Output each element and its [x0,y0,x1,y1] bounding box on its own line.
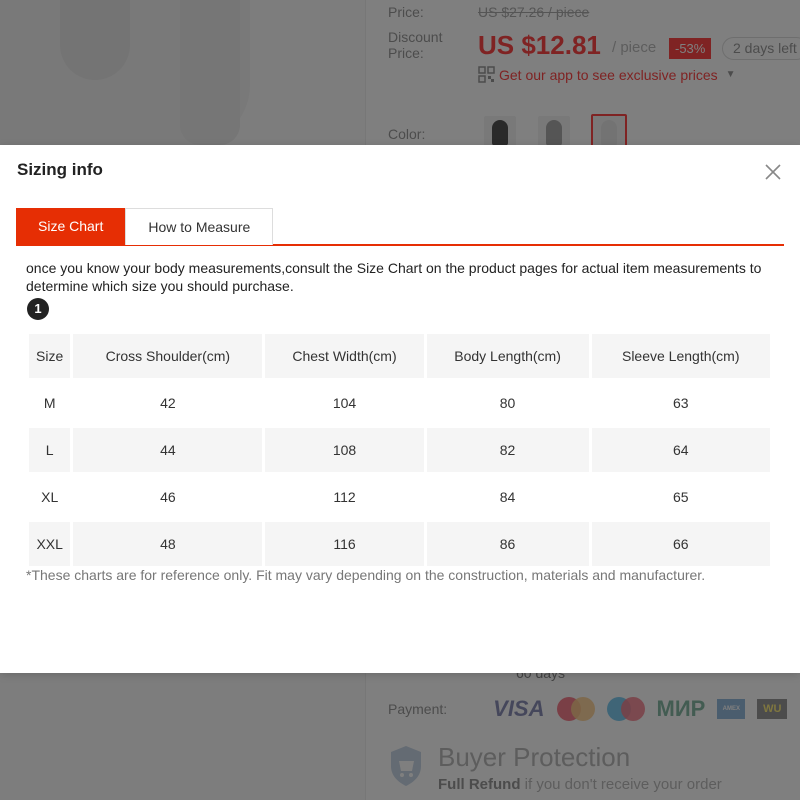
table-cell: 82 [427,428,589,472]
table-cell: 63 [592,381,771,425]
table-cell: 44 [73,428,262,472]
table-cell: 46 [73,475,262,519]
intro-text: once you know your body measurements,consult the Size Chart on the product pages for actual item measurements to determine which size you should purchase. [26,260,762,294]
table-header-row [29,334,770,378]
header-body-length: Body Length(cm) [427,334,589,378]
header-sleeve-length: Sleeve Length(cm) [592,334,771,378]
dialog-title: Sizing info [17,160,103,179]
table-cell: 86 [427,522,589,566]
table-cell: 48 [73,522,262,566]
step-number-badge: 1 [27,298,49,320]
sizing-info-dialog [0,145,800,673]
tab-how-to-measure[interactable]: How to Measure [125,208,273,245]
table-cell: M [29,381,70,425]
reference-footnote: *These charts are for reference only. Fit may vary depending on the construction, materials and manufacturer. [26,567,706,583]
table-row [29,428,770,472]
sizing-tabs [16,208,784,246]
table-cell: 116 [265,522,423,566]
table-cell: XL [29,475,70,519]
table-cell: 66 [592,522,771,566]
table-cell: XXL [29,522,70,566]
table-cell: L [29,428,70,472]
header-cross-shoulder: Cross Shoulder(cm) [73,334,262,378]
tab-size-chart[interactable]: Size Chart [16,208,125,245]
table-cell: 108 [265,428,423,472]
table-cell: 84 [427,475,589,519]
table-cell: 64 [592,428,771,472]
table-row [29,381,770,425]
header-chest-width: Chest Width(cm) [265,334,423,378]
table-cell: 80 [427,381,589,425]
table-cell: 42 [73,381,262,425]
table-row [29,522,770,566]
table-cell: 112 [265,475,423,519]
close-icon[interactable] [762,161,784,183]
table-cell: 65 [592,475,771,519]
size-chart-table [26,331,773,569]
header-size: Size [29,334,70,378]
table-row [29,475,770,519]
table-cell: 104 [265,381,423,425]
